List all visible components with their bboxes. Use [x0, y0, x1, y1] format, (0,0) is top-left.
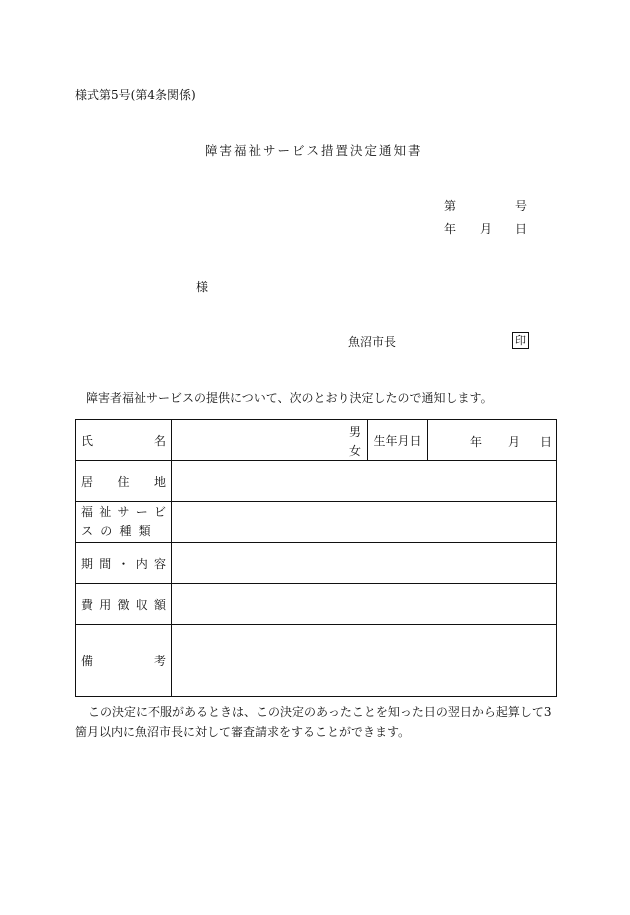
birthdate-label: 生年月日 [368, 420, 428, 461]
date-month: 月 [480, 222, 493, 236]
sex-female: 女 [348, 444, 361, 458]
remarks-label: 備 考 [76, 625, 172, 697]
birthdate-value-cell[interactable] [428, 420, 557, 461]
address-label: 居 住 地 [76, 461, 172, 502]
addressee-suffix: 様 [196, 280, 209, 294]
name-value-cell[interactable] [172, 420, 368, 461]
appeal-notice [75, 702, 557, 742]
row-fee [76, 584, 557, 625]
row-address [76, 461, 557, 502]
row-name [76, 420, 557, 461]
period-content-label: 期 間 ・ 内 容 [76, 543, 172, 584]
intro-text: 障害者福祉サービスの提供について、次のとおり決定したので通知します。 [86, 391, 493, 405]
birth-day: 日 [540, 435, 553, 449]
fee-value-cell[interactable] [172, 584, 557, 625]
remarks-value-cell[interactable] [172, 625, 557, 697]
birth-month: 月 [508, 435, 521, 449]
appeal-notice-text: この決定に不服があるときは、この決定のあったことを知った日の翌日から起算して3箇月以内に魚沼市長に対して審査請求をすることができます。 [75, 705, 552, 739]
decision-table [75, 419, 557, 697]
date-day: 日 [515, 222, 528, 236]
number-suffix: 号 [515, 199, 528, 213]
service-type-value-cell[interactable] [172, 502, 557, 543]
row-service [76, 502, 557, 543]
seal-mark: 印 [512, 332, 529, 349]
sex-male: 男 [348, 425, 361, 439]
row-period [76, 543, 557, 584]
document-title: 障害福祉サービス措置決定通知書 [205, 143, 423, 158]
row-remarks [76, 625, 557, 697]
issuer-name: 魚沼市長 [348, 335, 397, 349]
birth-year: 年 [470, 435, 483, 449]
form-number: 様式第5号(第4条関係) [75, 88, 196, 102]
service-type-label: 福 祉 サ ー ビ ス の 種 類 [76, 502, 172, 543]
date-year: 年 [444, 222, 457, 236]
number-prefix: 第 [444, 199, 457, 213]
address-value-cell[interactable] [172, 461, 557, 502]
period-content-value-cell[interactable] [172, 543, 557, 584]
name-label: 氏 名 [76, 420, 172, 461]
fee-label: 費 用 徴 収 額 [76, 584, 172, 625]
